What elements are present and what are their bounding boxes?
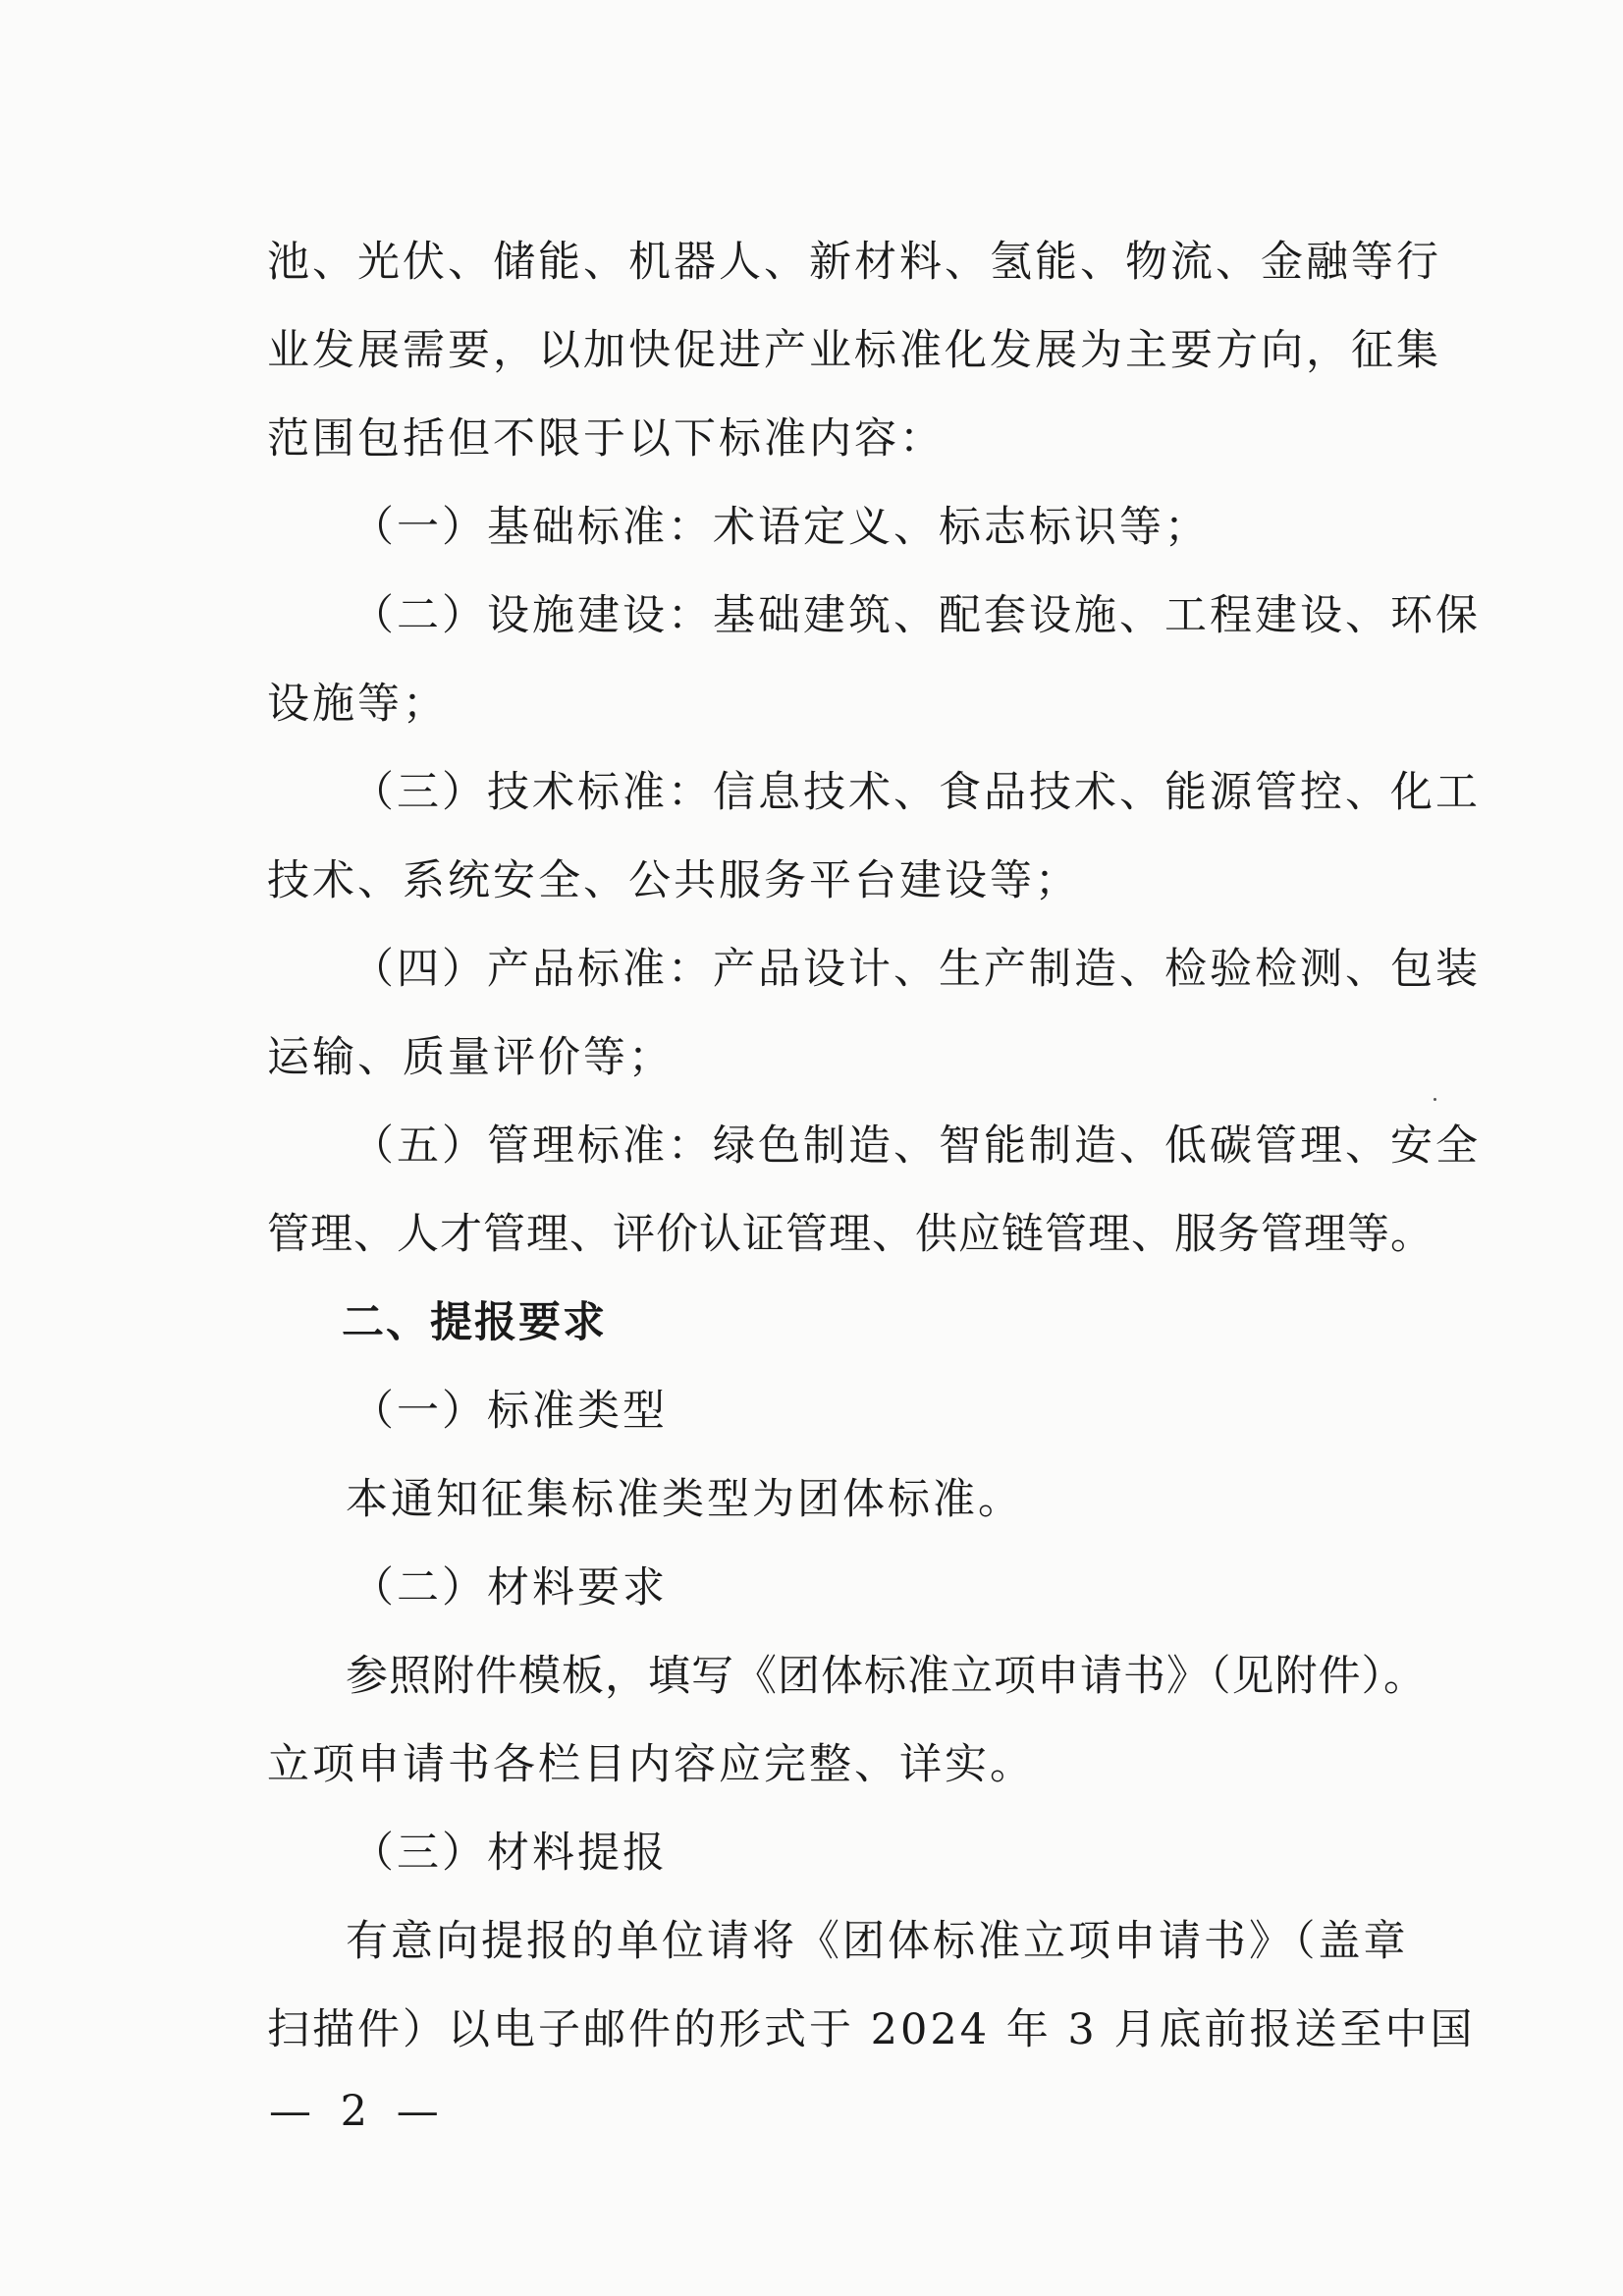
subsection-submission-title: （三）材料提报 bbox=[352, 1829, 668, 1878]
item-product-line-2: 运输、质量评价等； bbox=[267, 1033, 674, 1082]
item-management-line-2: 管理、人才管理、评价认证管理、供应链管理、服务管理等。 bbox=[267, 1210, 1434, 1259]
scope-line-2: 业发展需要，以加快促进产业标准化发展为主要方向，征集 bbox=[267, 326, 1441, 375]
subsection-standard-type-title: （一）标准类型 bbox=[352, 1387, 668, 1436]
section-heading: 二、提报要求 bbox=[342, 1298, 607, 1347]
subsection-submission-line-1: 有意向提报的单位请将《团体标准立项申请书》（盖章 bbox=[346, 1917, 1409, 1966]
page-number: — 2 — bbox=[269, 2087, 447, 2136]
item-basic-standard: （一）基础标准：术语定义、标志标识等； bbox=[352, 503, 1210, 552]
item-technical-line-1: （三）技术标准：信息技术、食品技术、能源管控、化工 bbox=[352, 768, 1481, 817]
item-management-line-1: （五）管理标准：绿色制造、智能制造、低碳管理、安全 bbox=[352, 1121, 1481, 1171]
subsection-materials-line-2: 立项申请书各栏目内容应完整、详实。 bbox=[267, 1740, 1035, 1789]
item-technical-line-2: 技术、系统安全、公共服务平台建设等； bbox=[267, 856, 1080, 905]
subsection-standard-type-text: 本通知征集标准类型为团体标准。 bbox=[346, 1475, 1023, 1524]
subsection-submission-line-2: 扫描件）以电子邮件的形式于 2024 年 3 月底前报送至中国 bbox=[267, 2005, 1476, 2054]
scope-line-3: 范围包括但不限于以下标准内容： bbox=[267, 414, 945, 464]
subsection-materials-title: （二）材料要求 bbox=[352, 1563, 668, 1613]
item-facilities-line-1: （二）设施建设：基础建筑、配套设施、工程建设、环保 bbox=[352, 591, 1481, 640]
scope-line-1: 池、光伏、储能、机器人、新材料、氢能、物流、金融等行 bbox=[267, 238, 1441, 287]
item-facilities-line-2: 设施等； bbox=[267, 680, 448, 729]
scan-speck bbox=[1434, 1098, 1436, 1101]
subsection-materials-line-1: 参照附件模板，填写《团体标准立项申请书》（见附件）。 bbox=[346, 1652, 1427, 1701]
item-product-line-1: （四）产品标准：产品设计、生产制造、检验检测、包装 bbox=[352, 945, 1481, 994]
